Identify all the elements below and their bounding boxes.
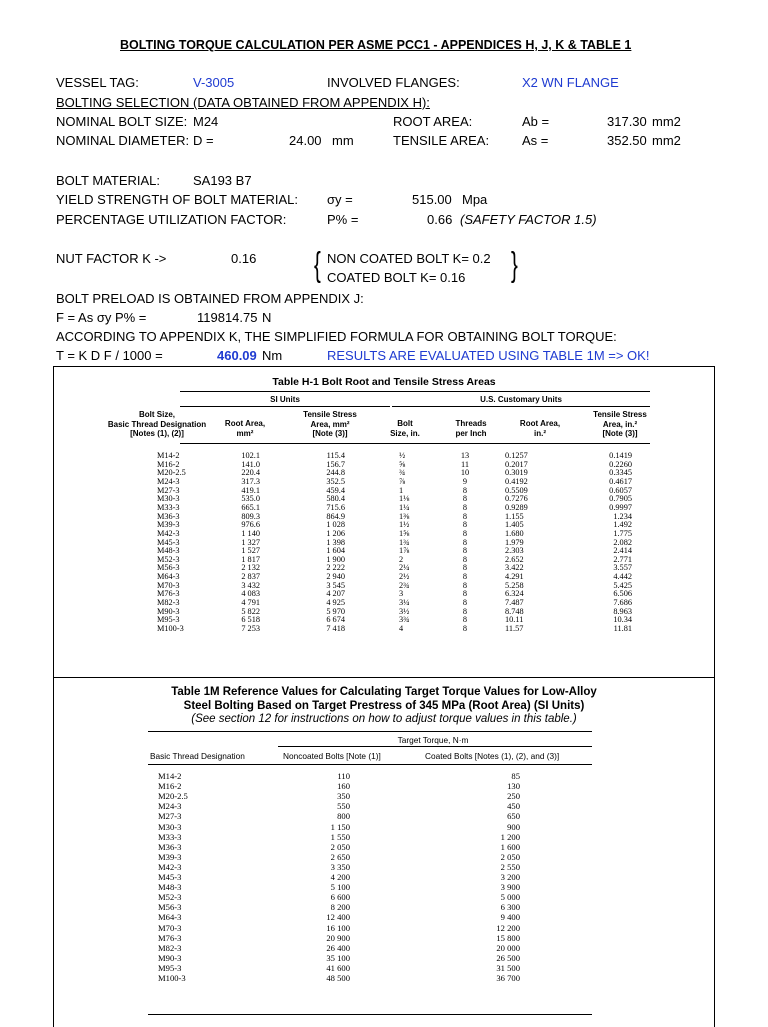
table-1m-cell-coated: 85 [511, 771, 520, 781]
table-h1-cell-us-size: 1⅞ [399, 546, 410, 556]
table-h1-cell-us-size: ¾ [399, 468, 406, 478]
target-torque-heading: Target Torque, N·m [397, 735, 469, 745]
table-1m-cell-thread: M20-2.5 [158, 791, 188, 802]
table-h1-cell-us-size: 2½ [399, 572, 410, 582]
right-brace: } [511, 246, 518, 284]
table-h1-cell-us-size: 3 [399, 589, 404, 599]
table-h1-cell-si-root: 5 822 [241, 606, 260, 616]
table-h1-cell-us-tensile: 4.442 [613, 572, 632, 582]
table-h1-cell-si-size: M48-3 [157, 546, 180, 556]
table-h1-cell-us-size: 1⅜ [399, 511, 410, 521]
table-h1-cell-us-size: 1¾ [399, 537, 410, 547]
table-h1-cell-us-size: ⅝ [399, 459, 406, 469]
table-h1-cell-si-tensile: 1 206 [326, 528, 345, 538]
table-h1-cell-us-size: 4 [399, 624, 404, 633]
table-h1-cell-si-size: M52-3 [157, 554, 180, 564]
table-h1-cell-us-root: 7.487 [505, 598, 524, 608]
table-1m-cell-noncoated: 4 200 [330, 872, 350, 882]
table-1m-cell-noncoated: 48 500 [326, 973, 350, 983]
result-text: RESULTS ARE EVALUATED USING TABLE 1M => OK! [327, 348, 650, 363]
table-h1-cell-si-tensile: 1 398 [326, 537, 345, 547]
table-1m-cell-thread: M48-3 [158, 882, 182, 893]
table-h1-cell-si-tensile: 1 900 [326, 554, 345, 564]
col-us-root: Root Area, in.² [519, 419, 561, 438]
d-value: 24.00 [289, 133, 322, 148]
table-1m-cell-coated: 6 300 [500, 902, 520, 913]
appendix-k-text: ACCORDING TO APPENDIX K, THE SIMPLIFIED FORMULA FOR OBTAINING BOLT TORQUE: [56, 329, 617, 344]
page-title: BOLTING TORQUE CALCULATION PER ASME PCC1 - APPENDICES H, J, K & TABLE 1 [120, 38, 632, 52]
table-h1-cell-si-size: M39-3 [157, 520, 180, 530]
table-h1-cell-us-size: 1 [399, 485, 404, 495]
table-1m-cell-thread: M90-3 [158, 952, 182, 963]
left-brace: { [314, 246, 321, 284]
table-h1-cell-si-size: M20-2.5 [157, 468, 186, 478]
table-h1-cell-si-tensile: 580.4 [326, 494, 345, 504]
table-h1-cell-si-tensile: 1 604 [326, 546, 345, 556]
table-1m-cell-thread: M14-2 [158, 771, 182, 781]
table-h1-cell-us-threads: 11 [461, 459, 469, 469]
table-1m-cell-coated: 130 [507, 781, 520, 792]
table-1m-cell-noncoated: 350 [337, 791, 350, 802]
table-1m-cell-noncoated: 35 100 [326, 952, 350, 963]
table-h1-cell-si-size: M33-3 [157, 502, 180, 512]
safety-factor-note: (SAFETY FACTOR 1.5) [460, 212, 597, 227]
table-1m-cell-noncoated: 8 200 [330, 902, 350, 913]
table-1m-cell-coated: 1 200 [500, 831, 520, 842]
f-value: 119814.75 [197, 310, 258, 325]
bolt-material-label: BOLT MATERIAL: [56, 173, 161, 188]
table-h1-cell-si-root: 1 140 [241, 528, 260, 538]
table-h1-cell-si-tensile: 115.4 [326, 451, 345, 460]
bolt-material-value: SA193 B7 [193, 173, 252, 188]
table-h1-cell-si-root: 419.1 [241, 485, 260, 495]
table-h1-cell-si-size: M76-3 [157, 589, 180, 599]
preload-text: BOLT PRELOAD IS OBTAINED FROM APPENDIX J: [56, 291, 364, 306]
table-h1-cell-si-tensile: 6 674 [326, 615, 345, 625]
ab-label: Ab = [522, 114, 550, 129]
table-h1-cell-si-tensile: 4 207 [326, 589, 345, 599]
table-1m-cell-thread: M33-3 [158, 831, 182, 842]
table-h1-cell-us-tensile: 0.7905 [609, 494, 632, 504]
table-h1-cell-si-root: 809.3 [241, 511, 260, 521]
table-h1-cell-us-threads: 8 [462, 520, 468, 530]
table-1m-cell-thread: M30-3 [158, 821, 182, 832]
table-h1-cell-si-tensile: 1 028 [326, 520, 345, 530]
table-h1-cell-us-threads: 10 [460, 468, 470, 478]
table-1m-cell-thread: M45-3 [158, 872, 182, 882]
table-1m-cell-coated: 15 800 [496, 932, 520, 943]
table-h1-cell-us-threads: 8 [462, 494, 468, 504]
table-1m-cell-coated: 650 [507, 811, 520, 822]
table-h1-cell-us-threads: 8 [462, 589, 468, 599]
table-h1-cell-us-root: 0.9289 [505, 502, 528, 512]
table-1m-cell-thread: M76-3 [158, 932, 182, 943]
table-h1-cell-us-root: 0.7276 [505, 494, 528, 504]
col-si-root: Root Area, mm² [224, 419, 266, 438]
table-h1-header-rule [180, 443, 650, 444]
table-1m-cell-thread: M56-3 [158, 902, 182, 913]
table-h1-cell-si-tensile: 864.9 [326, 511, 345, 521]
table-1m-cell-noncoated: 12 400 [326, 912, 350, 923]
table-1m-cell-thread: M70-3 [158, 922, 182, 933]
table-1m-cell-coated: 31 500 [496, 962, 520, 973]
table-h1-cell-si-size: M36-3 [157, 511, 180, 521]
table-h1-cell-si-size: M70-3 [157, 580, 180, 590]
sigma-y-unit: Mpa [462, 192, 488, 207]
col-si-size: Bolt Size, Basic Thread Designation [Notes (1), (2)] [107, 410, 207, 438]
table-h1-cell-us-tensile: 10.34 [613, 615, 632, 625]
table-h1-cell-us-size: 1⅛ [399, 494, 410, 504]
table-h1-cell-us-threads: 8 [462, 572, 468, 582]
table-h1-cell-us-threads: 8 [462, 537, 468, 547]
table-1m-cell-noncoated: 41 600 [326, 962, 350, 973]
table-h1-cell-us-root: 8.748 [505, 606, 524, 616]
table-h1-title: Table H-1 Bolt Root and Tensile Stress Areas [272, 376, 496, 388]
table-1m-header-rule [148, 764, 592, 765]
involved-flanges-label: INVOLVED FLANGES: [327, 75, 460, 90]
sigma-y-value: 515.00 [412, 192, 452, 207]
t-unit: Nm [262, 348, 283, 363]
table-h1-cell-si-root: 4 083 [241, 589, 260, 599]
table-1m-cell-noncoated: 550 [337, 801, 350, 812]
table-h1-cell-us-size: ½ [399, 451, 406, 460]
table-1m-cell-coated: 900 [507, 821, 520, 832]
coated-note: COATED BOLT K= 0.16 [327, 270, 466, 285]
table-1m-cell-noncoated: 1 150 [330, 821, 350, 832]
table-h1-cell-si-tensile: 2 940 [326, 572, 345, 582]
t-formula: T = K D F / 1000 = [56, 348, 163, 363]
table-h1-cell-si-root: 2 132 [241, 563, 260, 573]
table-1m-cell-thread: M42-3 [158, 861, 182, 872]
table-h1-cell-us-root: 1.155 [505, 511, 524, 521]
table-h1-cell-si-size: M45-3 [157, 537, 180, 547]
yield-strength-label: YIELD STRENGTH OF BOLT MATERIAL: [56, 192, 298, 207]
table-1m-cell-coated: 3 900 [500, 882, 520, 893]
table-h1-cell-si-root: 6 518 [241, 615, 260, 625]
us-units-heading: U.S. Customary Units [480, 395, 562, 404]
table-h1-cell-us-tensile: 0.4617 [609, 476, 632, 486]
table-h1-cell-us-threads: 8 [462, 485, 468, 495]
table-h1-cell-us-root: 1.680 [505, 528, 524, 538]
table-h1-cell-us-threads: 8 [462, 554, 468, 564]
us-units-rule [392, 406, 650, 407]
table-h1-cell-us-tensile: 0.2260 [609, 459, 632, 469]
table-h1-cell-si-root: 1 527 [241, 546, 260, 556]
table-1m-bottom-rule [148, 1014, 592, 1015]
table-h1-cell-si-tensile: 4 925 [326, 598, 345, 608]
col-us-size: Bolt Size, in. [390, 419, 420, 438]
si-units-heading: SI Units [270, 395, 300, 404]
table-h1-cell-si-size: M27-3 [157, 485, 180, 495]
table-1m-cell-noncoated: 2 050 [330, 841, 350, 852]
nominal-diameter-label: NOMINAL DIAMETER: [56, 133, 190, 148]
tensile-area-label: TENSILE AREA: [393, 133, 490, 148]
table-h1-cell-us-tensile: 2.771 [613, 554, 632, 564]
table-h1-top-rule [180, 391, 650, 392]
as-value: 352.50 [607, 133, 647, 148]
table-h1-cell-si-root: 1 817 [241, 554, 260, 564]
table-h1-cell-si-root: 535.0 [241, 494, 260, 504]
sigma-y-label: σy = [327, 192, 353, 207]
table-1m-cell-thread: M27-3 [158, 811, 182, 822]
table-h1-cell-si-root: 7 253 [241, 624, 260, 633]
root-area-label: ROOT AREA: [393, 114, 473, 129]
table-1m-cell-thread: M52-3 [158, 892, 182, 903]
table-h1-cell-us-root: 0.2017 [505, 459, 528, 469]
table-h1-cell-us-tensile: 1.234 [613, 511, 632, 521]
table-h1-cell-us-tensile: 5.425 [613, 580, 632, 590]
table-h1-cell-us-root: 10.11 [505, 615, 524, 625]
table-h1-cell-us-size: 2¾ [399, 580, 410, 590]
table-h1-cell-us-size: 1¼ [399, 502, 410, 512]
table-h1-cell-us-root: 3.422 [505, 563, 524, 573]
table-h1-cell-us-tensile: 1.492 [613, 520, 632, 530]
table-1m-cell-coated: 3 200 [500, 872, 520, 882]
table-h1-cell-us-root: 6.324 [505, 589, 524, 599]
table-h1-cell-us-threads: 8 [462, 528, 468, 538]
target-torque-rule [278, 746, 592, 747]
table-h1-cell-si-tensile: 352.5 [326, 476, 345, 486]
table-1m-cell-noncoated: 20 900 [326, 932, 350, 943]
table-h1-cell-si-size: M90-3 [157, 606, 180, 616]
si-units-rule [180, 406, 390, 407]
table-1m-cell-coated: 5 000 [500, 892, 520, 903]
ab-value: 317.30 [607, 114, 647, 129]
table-h1-cell-us-root: 2.652 [505, 554, 524, 564]
table-1m-cell-coated: 1 600 [500, 841, 520, 852]
table-h1-cell-us-root: 5.258 [505, 580, 524, 590]
table-1m-cell-coated: 450 [507, 801, 520, 812]
table-h1-cell-us-size: 2 [399, 554, 404, 564]
table-h1-cell-us-tensile: 2.082 [613, 537, 632, 547]
table-h1-cell-si-root: 1 327 [241, 537, 260, 547]
table-1m-title-line3: (See section 12 for instructions on how to adjust torque values in this table.) [191, 713, 577, 725]
table-h1-cell-us-threads: 8 [462, 502, 468, 512]
table-h1-cell-us-threads: 8 [462, 624, 468, 633]
table-h1-cell-si-size: M56-3 [157, 563, 180, 573]
table-1m-cell-noncoated: 16 100 [326, 922, 350, 933]
table-h1-cell-us-root: 1.405 [505, 520, 524, 530]
col-coated: Coated Bolts [Notes (1), (2), and (3)] [425, 751, 560, 761]
table-1m-cell-noncoated: 2 650 [330, 851, 350, 862]
table-1m-cell-thread: M36-3 [158, 841, 182, 852]
table-h1-cell-us-root: 0.4192 [505, 476, 528, 486]
table-1m-cell-thread: M16-2 [158, 781, 182, 792]
tables-separator [53, 677, 715, 678]
table-1m-cell-coated: 20 000 [496, 942, 520, 953]
table-1m-title [0, 686, 768, 727]
table-1m-cell-coated: 2 550 [500, 861, 520, 872]
table-h1-cell-si-size: M42-3 [157, 528, 180, 538]
table-h1-cell-si-size: M24-3 [157, 476, 180, 486]
table-1m-cell-coated: 250 [507, 791, 520, 802]
table-1m-cell-thread: M82-3 [158, 942, 182, 953]
table-h1-cell-us-size: 3¾ [399, 615, 410, 625]
table-h1-cell-si-tensile: 459.4 [326, 485, 345, 495]
table-h1-cell-si-root: 141.0 [241, 459, 260, 469]
table-h1-cell-us-threads: 9 [462, 476, 468, 486]
nominal-bolt-size-value: M24 [193, 114, 219, 129]
table-h1-cell-us-tensile: 11.81 [613, 624, 632, 633]
table-h1-cell-us-tensile: 0.6057 [609, 485, 632, 495]
table-h1-cell-us-root: 0.3019 [505, 468, 528, 478]
nut-factor-label: NUT FACTOR K -> [56, 251, 167, 266]
d-label: D = [193, 133, 214, 148]
table-h1-cell-us-threads: 8 [462, 580, 468, 590]
p-label: P% = [327, 212, 359, 227]
table-h1-cell-us-size: ⅞ [399, 476, 406, 486]
col-us-tensile: Tensile Stress Area, in.² [Note (3)] [593, 410, 647, 438]
table-1m-cell-noncoated: 3 350 [330, 861, 350, 872]
table-h1-cell-si-root: 976.6 [241, 520, 260, 530]
table-h1-cell-us-tensile: 7.686 [613, 598, 632, 608]
table-h1-cell-si-size: M14-2 [157, 451, 180, 460]
table-h1-cell-si-size: M100-3 [157, 624, 184, 633]
table-h1-cell-si-root: 2 837 [241, 572, 260, 582]
f-formula: F = As σy P% = [56, 310, 147, 325]
table-1m-cell-coated: 12 200 [496, 922, 520, 933]
table-1m-cell-noncoated: 160 [337, 781, 350, 792]
table-h1-cell-si-root: 102.1 [241, 451, 260, 460]
as-label: As = [522, 133, 549, 148]
t-value: 460.09 [217, 348, 257, 363]
utilization-factor-label: PERCENTAGE UTILIZATION FACTOR: [56, 212, 287, 227]
table-1m-cell-noncoated: 800 [337, 811, 350, 822]
table-h1-cell-us-threads: 8 [462, 598, 468, 608]
table-h1-cell-us-threads: 8 [462, 546, 468, 556]
table-1m-cell-coated: 9 400 [500, 912, 520, 923]
table-1m-cell-thread: M95-3 [158, 962, 182, 973]
table-h1-cell-si-tensile: 2 222 [326, 563, 345, 573]
table-1m-cell-thread: M64-3 [158, 912, 182, 923]
table-h1-cell-us-root: 2.303 [505, 546, 524, 556]
table-1m-cell-noncoated: 110 [337, 771, 350, 781]
table-h1-cell-us-tensile: 2.414 [613, 546, 632, 556]
table-1m-cell-thread: M100-3 [158, 973, 186, 983]
table-1m-cell-noncoated: 26 400 [326, 942, 350, 953]
table-h1-cell-si-root: 317.3 [241, 476, 260, 486]
table-1m-cell-coated: 26 500 [496, 952, 520, 963]
table-h1-cell-us-root: 11.57 [505, 624, 524, 633]
table-h1-cell-us-size: 3¼ [399, 598, 410, 608]
table-h1-cell-us-size: 1½ [399, 520, 410, 530]
table-h1-cell-si-tensile: 7 418 [326, 624, 345, 633]
table-h1-cell-si-size: M30-3 [157, 494, 180, 504]
table-h1-cell-us-tensile: 8.963 [613, 606, 632, 616]
bolting-selection-heading: BOLTING SELECTION (DATA OBTAINED FROM APPENDIX H): [56, 95, 430, 110]
involved-flanges-value: X2 WN FLANGE [522, 75, 619, 90]
vessel-tag-label: VESSEL TAG: [56, 75, 139, 90]
table-h1-cell-us-threads: 8 [462, 606, 468, 616]
table-h1-cell-us-tensile: 0.9997 [609, 502, 632, 512]
table-1m-title-line1: Table 1M Reference Values for Calculating Target Torque Values for Low-Alloy [171, 686, 597, 698]
table-h1-cell-si-root: 3 432 [241, 580, 260, 590]
table-h1-cell-si-tensile: 3 545 [326, 580, 345, 590]
table-h1-cell-si-size: M95-3 [157, 615, 180, 625]
table-h1-cell-si-root: 220.4 [241, 468, 260, 478]
table-h1-cell-us-tensile: 1.775 [613, 528, 632, 538]
table-h1-cell-us-tensile: 0.1419 [609, 451, 632, 460]
table-h1-cell-us-size: 2¼ [399, 563, 410, 573]
table-h1-cell-us-threads: 8 [462, 615, 468, 625]
table-h1-cell-us-root: 0.5509 [505, 485, 528, 495]
d-unit: mm [332, 133, 354, 148]
table-h1-cell-us-tensile: 6.506 [613, 589, 632, 599]
table-h1-cell-si-tensile: 5 970 [326, 606, 345, 616]
table-1m-cell-coated: 2 050 [500, 851, 520, 862]
table-h1-cell-si-size: M64-3 [157, 572, 180, 582]
nominal-bolt-size-label: NOMINAL BOLT SIZE: [56, 114, 188, 129]
table-h1-cell-us-size: 1⅝ [399, 528, 410, 538]
table-h1-cell-us-size: 3½ [399, 606, 410, 616]
non-coated-note: NON COATED BOLT K= 0.2 [327, 251, 491, 266]
table-h1-cell-us-threads: 8 [462, 511, 468, 521]
table-h1-cell-si-root: 665.1 [241, 502, 260, 512]
as-unit: mm2 [652, 133, 681, 148]
table-1m-cell-coated: 36 700 [496, 973, 520, 983]
table-h1-cell-us-threads: 13 [460, 451, 470, 460]
col-thread-designation: Basic Thread Designation [150, 751, 245, 761]
vessel-tag-value: V-3005 [193, 75, 235, 90]
table-h1-cell-us-threads: 8 [462, 563, 468, 573]
col-si-tensile: Tensile Stress Area, mm² [Note (3)] [303, 410, 357, 438]
ab-unit: mm2 [652, 114, 681, 129]
table-1m-cell-noncoated: 6 600 [330, 892, 350, 903]
table-h1-cell-si-tensile: 156.7 [326, 459, 345, 469]
table-h1-cell-si-root: 4 791 [241, 598, 260, 608]
table-1m-top-rule [148, 731, 592, 732]
col-us-threads: Threads per Inch [455, 419, 487, 438]
p-value: 0.66 [427, 212, 453, 227]
nut-factor-value: 0.16 [231, 251, 257, 266]
f-unit: N [262, 310, 272, 325]
table-h1-cell-us-root: 1.979 [505, 537, 524, 547]
table-h1-cell-si-tensile: 244.8 [326, 468, 345, 478]
col-noncoated: Noncoated Bolts [Note (1)] [283, 751, 381, 761]
table-h1-cell-us-tensile: 3.557 [613, 563, 632, 573]
table-1m-cell-thread: M39-3 [158, 851, 182, 862]
table-h1-cell-us-tensile: 0.3345 [609, 468, 632, 478]
table-1m-cell-thread: M24-3 [158, 801, 182, 812]
table-h1-cell-si-tensile: 715.6 [326, 502, 345, 512]
table-h1-cell-us-root: 0.1257 [505, 451, 528, 460]
table-1m-cell-noncoated: 1 550 [330, 831, 350, 842]
table-h1-cell-us-root: 4.291 [505, 572, 524, 582]
table-h1-cell-si-size: M16-2 [157, 459, 180, 469]
table-h1-cell-si-size: M82-3 [157, 598, 180, 608]
table-1m-title-line2: Steel Bolting Based on Target Prestress of 345 MPa (Root Area) (SI Units) [183, 699, 585, 712]
table-1m-cell-noncoated: 5 100 [330, 882, 350, 893]
